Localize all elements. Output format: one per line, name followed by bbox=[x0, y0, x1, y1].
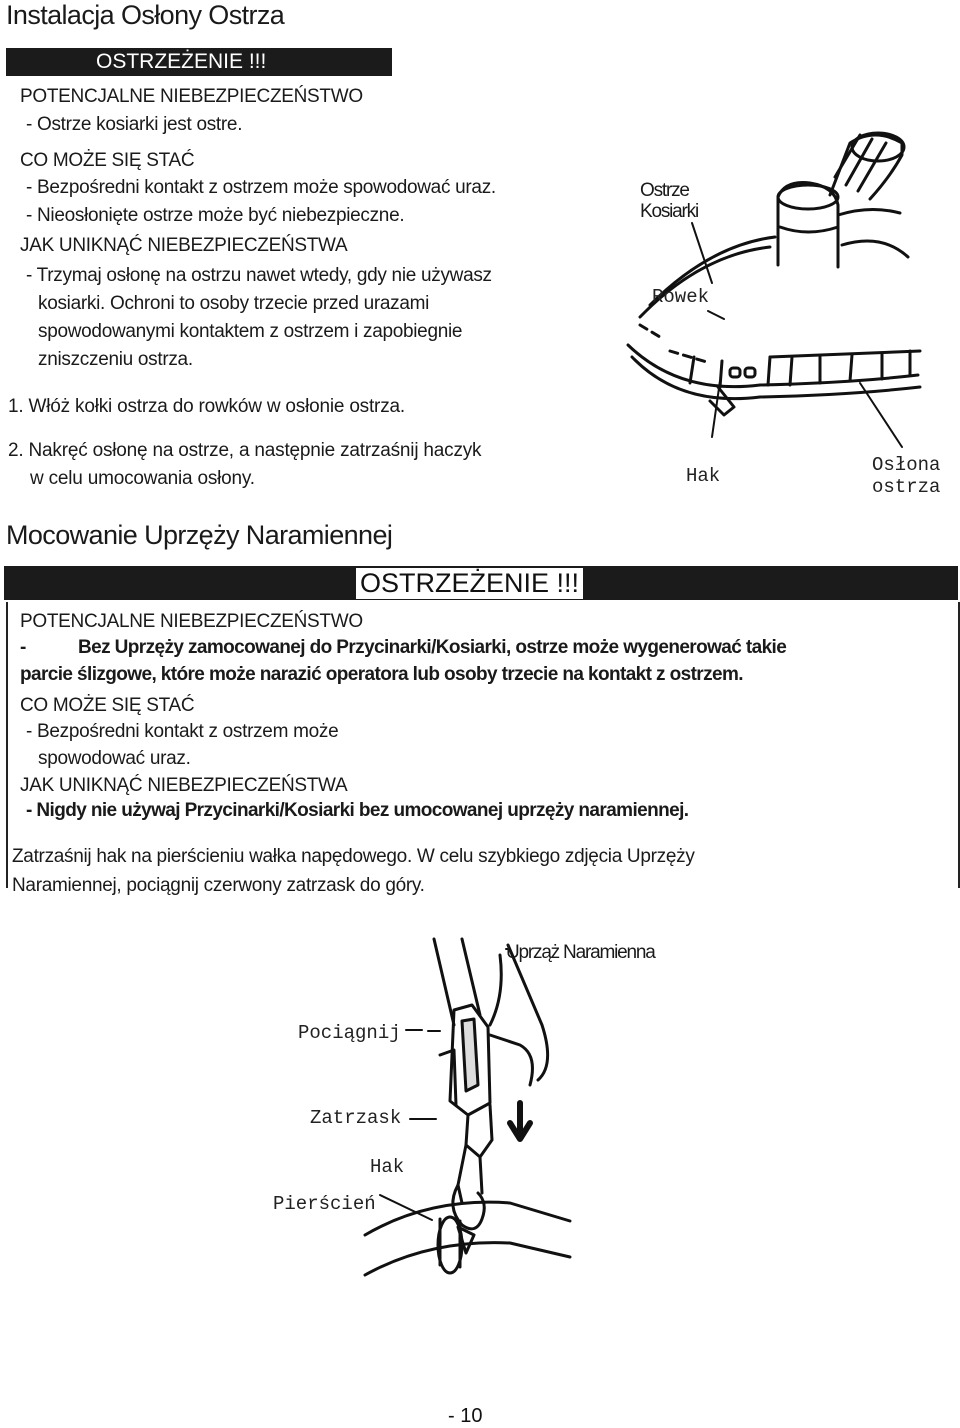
section2-hazard-line: parcie ślizgowe, które może narazić operatora lub osoby trzecie na kontakt z ostrzem. bbox=[20, 664, 743, 685]
figure2-label-harness: Uprząż Naramienna bbox=[506, 942, 655, 963]
section2-what-line: spowodować uraz. bbox=[38, 748, 191, 769]
section1-step1: 1. Włóż kołki ostrza do rowków w osłonie ostrza. bbox=[8, 396, 405, 417]
page-number: - 10 bbox=[448, 1405, 483, 1427]
figure1-label-blade: Ostrze bbox=[640, 180, 689, 201]
figure2-label-hook: Hak bbox=[370, 1156, 405, 1178]
figure1-label-guard: Osłona bbox=[872, 454, 941, 476]
section1-hazard-text: - Ostrze kosiarki jest ostre. bbox=[26, 114, 243, 135]
section2-instruction-line: Zatrzaśnij hak na pierścieniu wałka napędowego. W celu szybkiego zdjęcia Uprzęży bbox=[12, 846, 695, 867]
section2-what-line: - Bezpośredni kontakt z ostrzem może bbox=[26, 721, 339, 742]
section1-warning-label: OSTRZEŻENIE !!! bbox=[96, 50, 267, 73]
figure1-label-blade: Kosiarki bbox=[640, 201, 698, 222]
section2-what-heading: CO MOŻE SIĘ STAĆ bbox=[20, 695, 195, 716]
section2-hazard-heading: POTENCJALNE NIEBEZPIECZEŃSTWO bbox=[20, 611, 363, 632]
section1-title: Instalacja Osłony Ostrza bbox=[6, 0, 285, 30]
figure1-label-groove: Rowek bbox=[652, 286, 710, 308]
section1-what-heading: CO MOŻE SIĘ STAĆ bbox=[20, 150, 195, 171]
section1-avoid-line: spowodowanymi kontaktem z ostrzem i zapobiegnie bbox=[38, 321, 463, 342]
blade-guard-illustration bbox=[620, 125, 950, 425]
section2-warning-label: OSTRZEŻENIE !!! bbox=[356, 568, 583, 599]
section2-hazard-line: Bez Uprzęży zamocowanej do Przycinarki/Kosiarki, ostrze może wygenerować takie bbox=[78, 637, 787, 658]
shoulder-harness-illustration bbox=[370, 935, 690, 1315]
section1-avoid-line: kosiarki. Ochroni to osoby trzecie przed urazami bbox=[38, 293, 430, 314]
section1-what-line: - Bezpośredni kontakt z ostrzem może spowodować uraz. bbox=[26, 177, 496, 198]
figure2-label-latch: Zatrzask bbox=[310, 1107, 402, 1129]
section1-avoid-heading: JAK UNIKNĄĆ NIEBEZPIECZEŃSTWA bbox=[20, 235, 348, 256]
section1-avoid-line: zniszczeniu ostrza. bbox=[38, 349, 193, 370]
section1-what-line: - Nieosłonięte ostrze może być niebezpieczne. bbox=[26, 205, 405, 226]
section2-hazard-dash: - bbox=[20, 637, 26, 658]
section2-title: Mocowanie Uprzęży Naramiennej bbox=[6, 520, 393, 550]
section2-warning-bar bbox=[4, 566, 958, 600]
figure2-label-pull: Pociągnij bbox=[298, 1022, 401, 1044]
section1-avoid-line: - Trzymaj osłonę na ostrzu nawet wtedy, gdy nie używasz bbox=[26, 265, 492, 286]
section1-hazard-heading: POTENCJALNE NIEBEZPIECZEŃSTWO bbox=[20, 86, 363, 107]
section2-avoid-line: - Nigdy nie używaj Przycinarki/Kosiarki bez umocowanej uprzęży naramiennej. bbox=[26, 800, 689, 821]
figure1-label-guard: ostrza bbox=[872, 476, 941, 498]
section2-avoid-heading: JAK UNIKNĄĆ NIEBEZPIECZEŃSTWA bbox=[20, 775, 348, 796]
section1-warning-bar bbox=[6, 48, 392, 76]
figure2-label-ring: Pierścień bbox=[273, 1193, 376, 1215]
section1-step2-line: 2. Nakręć osłonę na ostrze, a następnie zatrzaśnij haczyk bbox=[8, 440, 482, 461]
figure1-label-hook: Hak bbox=[686, 465, 721, 487]
section1-step2-line: w celu umocowania osłony. bbox=[30, 468, 255, 489]
section2-instruction-line: Naramiennej, pociągnij czerwony zatrzask do góry. bbox=[12, 875, 425, 896]
